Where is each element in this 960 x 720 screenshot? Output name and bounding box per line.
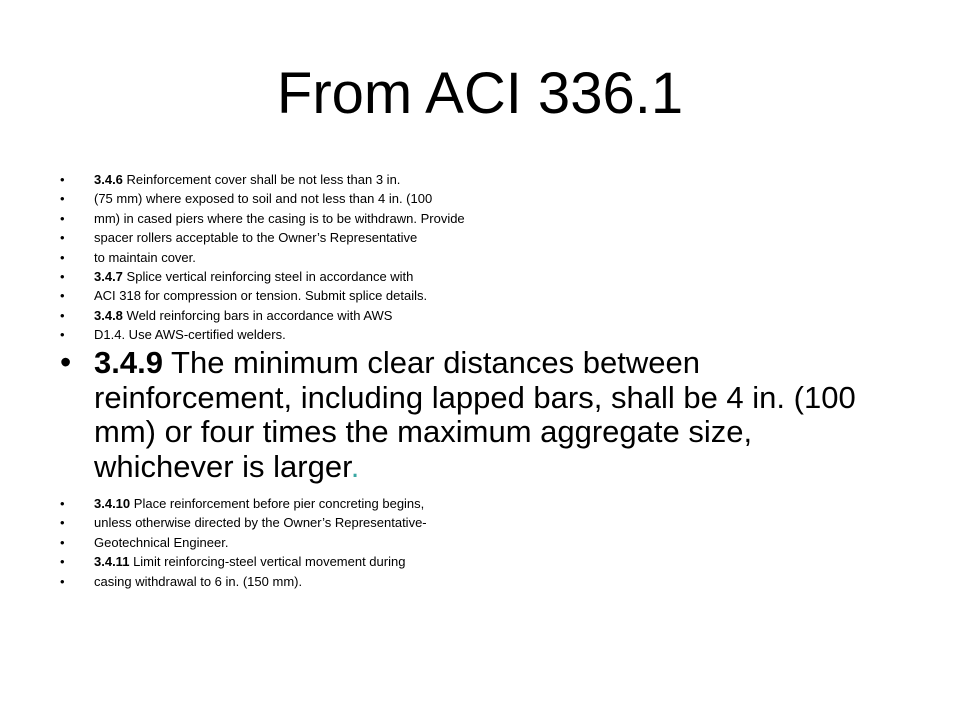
list-item (60, 325, 900, 344)
end-mark: . (350, 448, 360, 484)
bullet-icon: • (60, 249, 65, 265)
bullet-icon: • (60, 515, 65, 531)
bullet-list-bottom (60, 494, 900, 591)
list-item (60, 552, 900, 571)
list-item (60, 286, 900, 305)
bullet-icon: • (60, 230, 65, 246)
item-text: (75 mm) where exposed to soil and not less than 4 in. (100 (94, 191, 433, 207)
list-item (60, 248, 900, 267)
bullet-icon: • (60, 210, 65, 226)
item-text: Weld reinforcing bars in accordance with AWS (126, 307, 393, 323)
bullet-icon: • (60, 554, 65, 570)
list-item (60, 513, 900, 532)
section-number: 3.4.9 (94, 345, 163, 380)
bullet-list-top (60, 170, 900, 345)
bullet-icon: • (60, 534, 65, 550)
list-item (60, 533, 900, 552)
list-item (60, 306, 900, 325)
item-text: unless otherwise directed by the Owner’s Representative- (94, 515, 427, 531)
bullet-icon: • (60, 573, 65, 589)
bullet-icon: • (60, 172, 65, 187)
bullet-icon: • (60, 307, 65, 323)
list-item (60, 267, 900, 286)
bullet-icon: • (60, 496, 65, 511)
section-number: 3.4.8 (94, 307, 123, 323)
section-number: 3.4.7 (94, 269, 123, 285)
section-number: 3.4.10 (94, 496, 131, 511)
highlighted-item-body (94, 346, 894, 484)
bullet-icon: • (60, 191, 65, 207)
list-item (60, 228, 900, 247)
item-text: spacer rollers acceptable to the Owner’s Representative (94, 230, 418, 246)
slide-title: From ACI 336.1 (276, 61, 684, 126)
bullet-icon: • (60, 288, 65, 304)
item-text: Limit reinforcing-steel vertical movement during (133, 554, 406, 570)
bullet-icon: • (60, 269, 65, 285)
item-text: Splice vertical reinforcing steel in accordance with (126, 269, 414, 285)
item-text: to maintain cover. (94, 249, 196, 265)
list-item (60, 170, 900, 189)
item-text: The minimum clear distances between reinforcement, including lapped bars, shall be 4 in. (100 mm) or four times the maximum aggregate size, whichever is larger (94, 345, 856, 484)
bullet-icon: • (60, 344, 72, 380)
item-text: Reinforcement cover shall be not less than 3 in. (126, 172, 401, 187)
item-text: casing withdrawal to 6 in. (150 mm). (94, 573, 303, 589)
section-number: 3.4.6 (94, 172, 123, 187)
list-item (60, 494, 900, 513)
list-item (60, 572, 900, 591)
list-item (60, 209, 900, 228)
section-number: 3.4.11 (94, 554, 130, 570)
list-item (60, 189, 900, 208)
item-text: mm) in cased piers where the casing is to be withdrawn. Provide (94, 210, 465, 226)
item-text: ACI 318 for compression or tension. Submit splice details. (94, 288, 428, 304)
bullet-icon: • (60, 327, 65, 343)
item-text: D1.4. Use AWS-certified welders. (94, 327, 286, 343)
item-text: Geotechnical Engineer. (94, 534, 229, 550)
item-text: Place reinforcement before pier concreting begins, (133, 496, 425, 511)
